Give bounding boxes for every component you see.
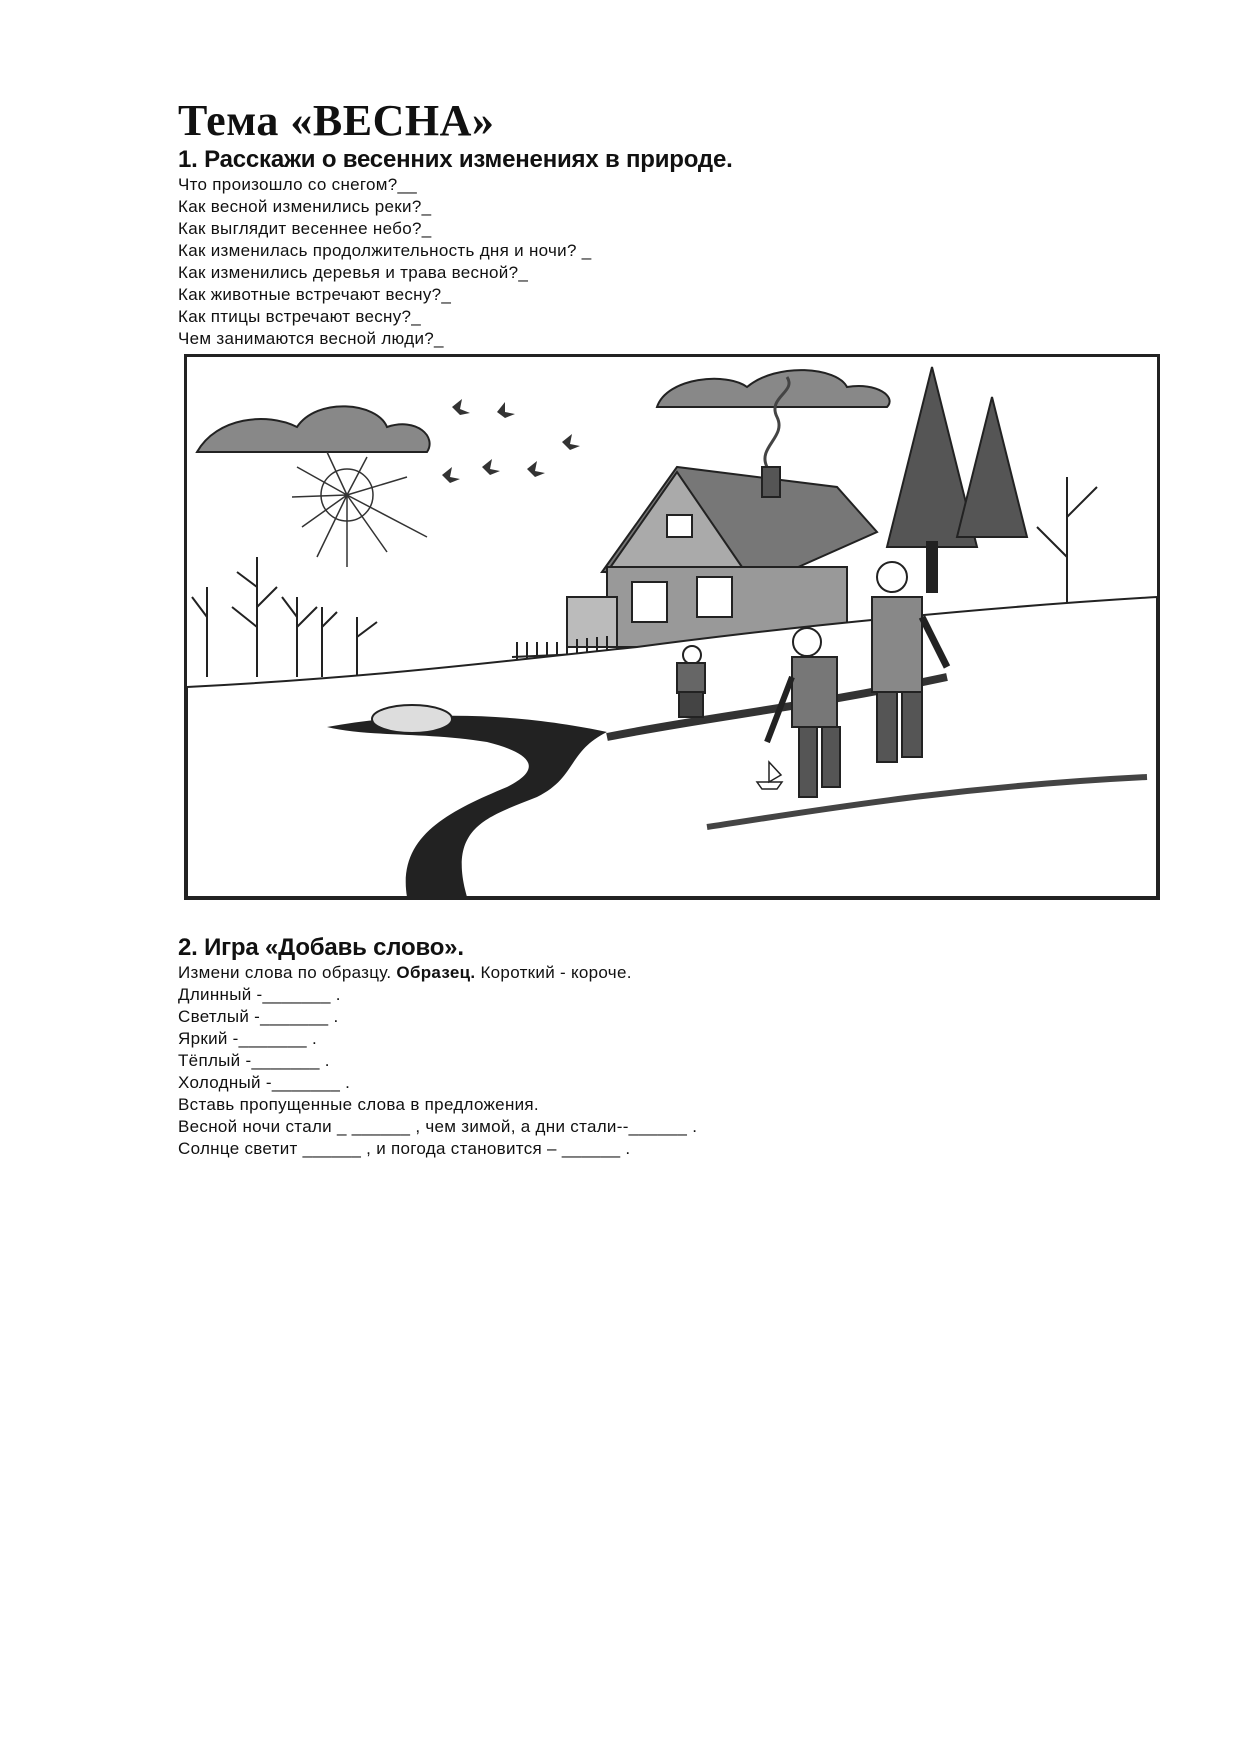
question-item: Как выглядит весеннее небо?_ <box>178 219 432 238</box>
word-item: Светлый -_______ . <box>178 1007 339 1026</box>
fill-in-sentence: Солнце светит ______ , и погода становится – ______ . <box>178 1139 631 1158</box>
question-item: Что произошло со снегом?__ <box>178 175 418 194</box>
question-item: Как изменились деревья и трава весной?_ <box>178 263 529 282</box>
word-item: Тёплый -_______ . <box>178 1051 330 1070</box>
fill-in-sentence: Весной ночи стали _ ______ , чем зимой, а дни стали--______ . <box>178 1117 698 1136</box>
instruction-text: Измени слова по образцу. <box>178 963 397 982</box>
boat-icon <box>372 705 452 733</box>
question-item: Как изменилась продолжительность дня и ночи? _ <box>178 241 592 260</box>
task-instruction: Вставь пропущенные слова в предложения. <box>178 1095 539 1114</box>
sample-text: Короткий - короче. <box>475 963 632 982</box>
word-item: Холодный -_______ . <box>178 1073 351 1092</box>
sun-icon <box>292 452 427 567</box>
page-title: Тема «ВЕСНА» <box>178 96 495 145</box>
instruction-line <box>178 962 1078 984</box>
snowy-hill <box>187 597 1157 897</box>
birds-icon <box>442 399 580 483</box>
word-item: Длинный -_______ . <box>178 985 341 1004</box>
question-item: Чем занимаются весной люди?_ <box>178 329 444 348</box>
worksheet-page <box>178 96 1078 350</box>
section-2-heading: 2. Игра «Добавь слово». <box>178 934 464 961</box>
house-icon <box>567 467 877 647</box>
section-1 <box>178 146 1078 350</box>
sample-label: Образец. <box>396 963 476 982</box>
section-1-heading: 1. Расскажи о весенних изменениях в природе. <box>178 146 733 173</box>
question-item: Как весной изменились реки?_ <box>178 197 432 216</box>
section-2 <box>178 934 1078 1160</box>
word-item: Яркий -_______ . <box>178 1029 317 1048</box>
question-item: Как птицы встречают весну?_ <box>178 307 422 326</box>
tree-icon <box>192 557 377 677</box>
question-item: Как животные встречают весну?_ <box>178 285 452 304</box>
question-list <box>178 174 1078 350</box>
spring-scene-illustration <box>184 354 1160 900</box>
cloud-icon <box>197 370 890 452</box>
